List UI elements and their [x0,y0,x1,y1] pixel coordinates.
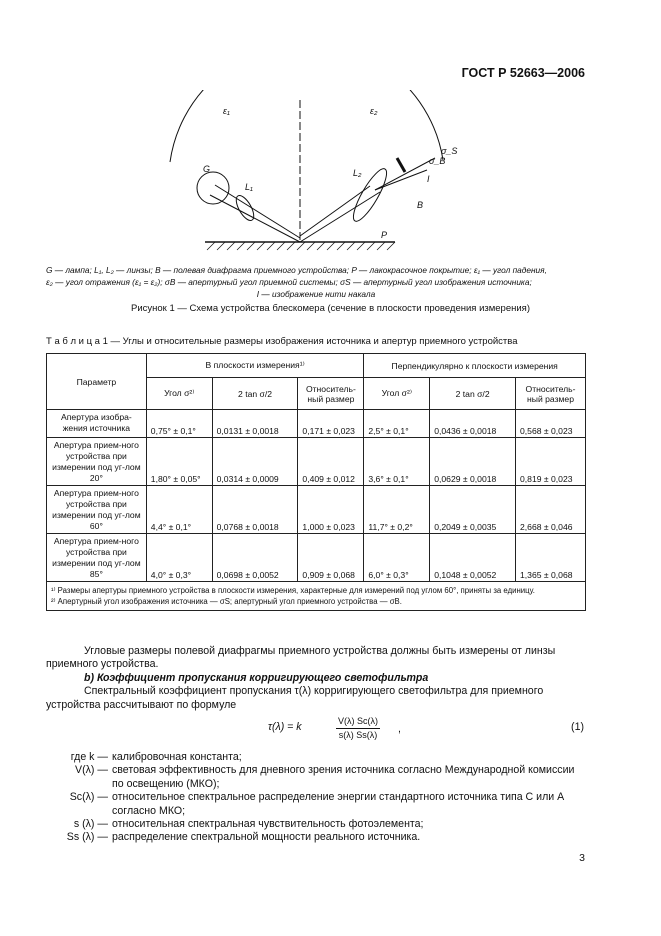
formula-1 [46,715,586,745]
formula-number: (1) [571,721,584,734]
sigma-s-label: σ_S [441,146,458,156]
glossmeter-diagram [165,90,495,260]
header-relative: Относитель-ный размер [516,378,586,410]
sigma-b-label: σ_B [429,156,446,166]
diaphragm-label: B [417,200,424,210]
body-text [46,645,586,845]
figure-caption: Рисунок 1 — Схема устройства блескомера (сечение в плоскости проведения измерения) [130,303,530,314]
definition-item: Sc(λ) — относительное спектральное распределение энергии стандартного источника типа С или А согласно МКО; [69,791,565,817]
table-note: ¹⁾ Размеры апертуры приемного устройства в плоскости измерения, характерные для измерений под углом 60°, приняты за единицу. [51,586,535,595]
paragraph: Угловые размеры полевой диафрагмы приемного устройства должны быть измерены от линзы приемного устройства. [46,645,556,671]
formula-denominator: s(λ) Ss(λ) [338,730,378,741]
lamp-label: G [203,164,211,174]
document-header: ГОСТ Р 52663—2006 [461,66,585,80]
formula-fraction [336,715,380,743]
table-note: ²⁾ Апертурный угол изображения источника — σS; апертурный угол приемного устройства — σB. [51,597,402,606]
definition-item: где k — калибровочная константа; [70,751,242,764]
header-relative: Относитель-ный размер [298,378,364,410]
epsilon1-label: ε₁ [223,106,230,116]
section-heading-b: b) Коэффициент пропускания корригирующего светофильтра [84,671,429,684]
table-notes-row [47,582,586,611]
header-angle: Угол σ²⁾ [146,378,212,410]
page-number: 3 [579,852,585,864]
header-tan: 2 tan σ/2 [212,378,298,410]
header-in-plane: В плоскости измерения¹⁾ [146,354,364,378]
formula-tail: , [398,723,401,736]
definition-item: Ss (λ) — распределение спектральной мощности реального источника. [66,831,421,844]
formula-lhs: τ(λ) = k [268,721,302,734]
epsilon2-label: ε₂ [370,106,378,116]
table-row: Апертура прием-ного устройства при измерении под уг-лом 85° 4,0° ± 0,3° 0,0698 ± 0,0052 0,909 ± 0,068 6,0° ± 0,3° 0,1048 ± 0,0052 1,365 ± 0,068 [47,534,586,582]
table-row: Апертура прием-ного устройства при измерении под уг-лом 20° 1,80° ± 0,05° 0,0314 ± 0,0009 0,409 ± 0,012 3,6° ± 0,1° 0,0629 ± 0,0018 0,819 ± 0,023 [47,438,586,486]
lens2-label: L₂ [353,168,362,178]
header-tan: 2 tan σ/2 [430,378,516,410]
image-label: I [427,174,430,184]
table-caption: Т а б л и ц а 1 — Углы и относительные размеры изображения источника и апертур приемного устройства [46,336,518,347]
header-parameter: Параметр [47,354,147,410]
header-perpendicular: Перпендикулярно к плоскости измерения [364,354,586,378]
coating-label: P [381,230,388,240]
table-row: Апертура прием-ного устройства при измерении под уг-лом 60° 4,4° ± 0,1° 0,0768 ± 0,0018 1,000 ± 0,023 11,7° ± 0,2° 0,2049 ± 0,0035 2,668 ± 0,046 [47,486,586,534]
legend-line: I — изображение нити накала [256,289,376,299]
figure-legend [46,264,586,300]
paragraph: Спектральный коэффициент пропускания τ(λ) корригирующего светофильтра для приемного устройства рассчитывают по формуле [46,685,544,711]
header-angle: Угол σ²⁾ [364,378,430,410]
definition-item: s (λ) — относительная спектральная чувствительность фотоэлемента; [73,818,424,831]
lens1-label: L₁ [245,182,253,192]
table-row: Апертура изобра-жения источника 0,75° ± 0,1° 0,0131 ± 0,0018 0,171 ± 0,023 2,5° ± 0,1° 0,0436 ± 0,0018 0,568 ± 0,023 [47,410,586,438]
formula-numerator: V(λ) Sc(λ) [336,715,380,729]
aperture-table [46,353,586,611]
legend-line: ε₂ — угол отражения (ε₁ = ε₂); σB — апертурный угол приемной системы; σS — апертурный угол изображения источника; [46,277,532,287]
definition-list [46,751,586,845]
legend-line: G — лампа; L₁, L₂ — линзы; B — полевая диафрагма приемного устройства; P — лакокрасочное покрытие; ε₁ — угол падения, [46,265,547,275]
definition-item: V(λ) — световая эффективность для дневного зрения источника согласно Международной комиссии по освещению (МКО); [75,764,575,790]
